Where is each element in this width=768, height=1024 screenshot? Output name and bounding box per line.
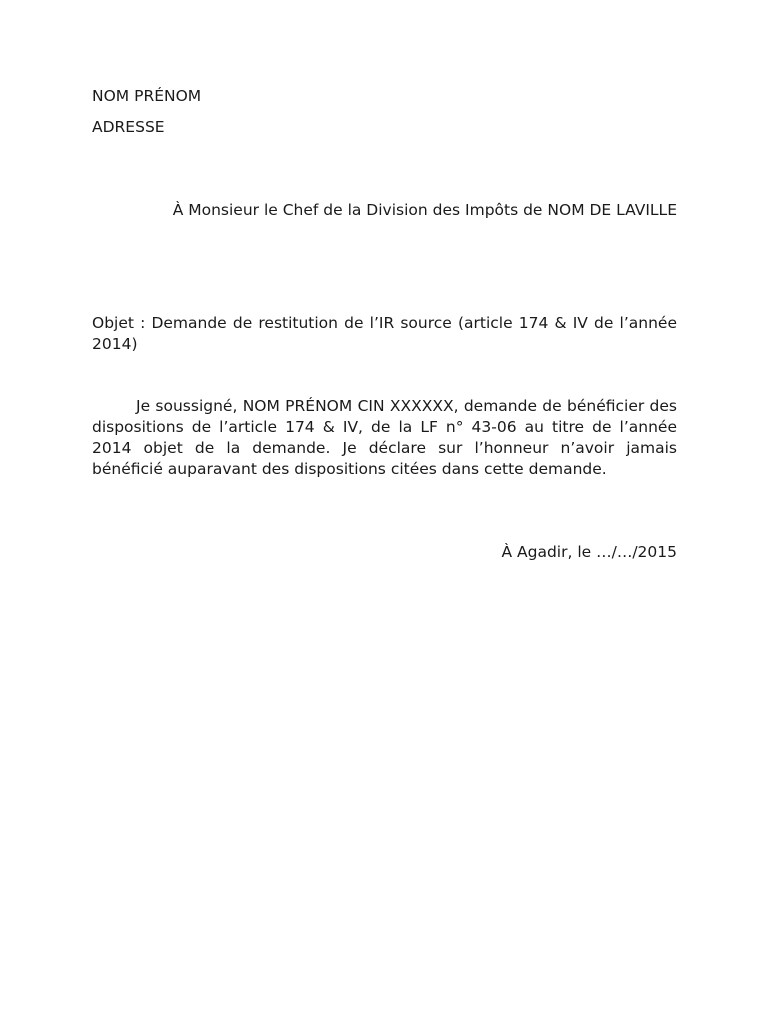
subject-line: Objet : Demande de restitution de l’IR source (article 174 & IV de l’année 2014) [92, 314, 677, 353]
place-date-line: À Agadir, le …/…/2015 [501, 543, 677, 561]
sender-name: NOM PRÉNOM [92, 87, 202, 105]
recipient-line: À Monsieur le Chef de la Division des Impôts de NOM DE LAVILLE [172, 201, 677, 219]
sender-address: ADRESSE [92, 118, 165, 136]
letter-body: Je soussigné, NOM PRÉNOM CIN XXXXXX, demande de bénéficier des dispositions de l’article 174 & IV, de la LF n° 43-06 au titre de l’année 2014 objet de la demande. Je déclare sur l’honneur n’avoir jamais bénéficié auparavant des dispositions citées dans cette demande. [92, 397, 677, 478]
